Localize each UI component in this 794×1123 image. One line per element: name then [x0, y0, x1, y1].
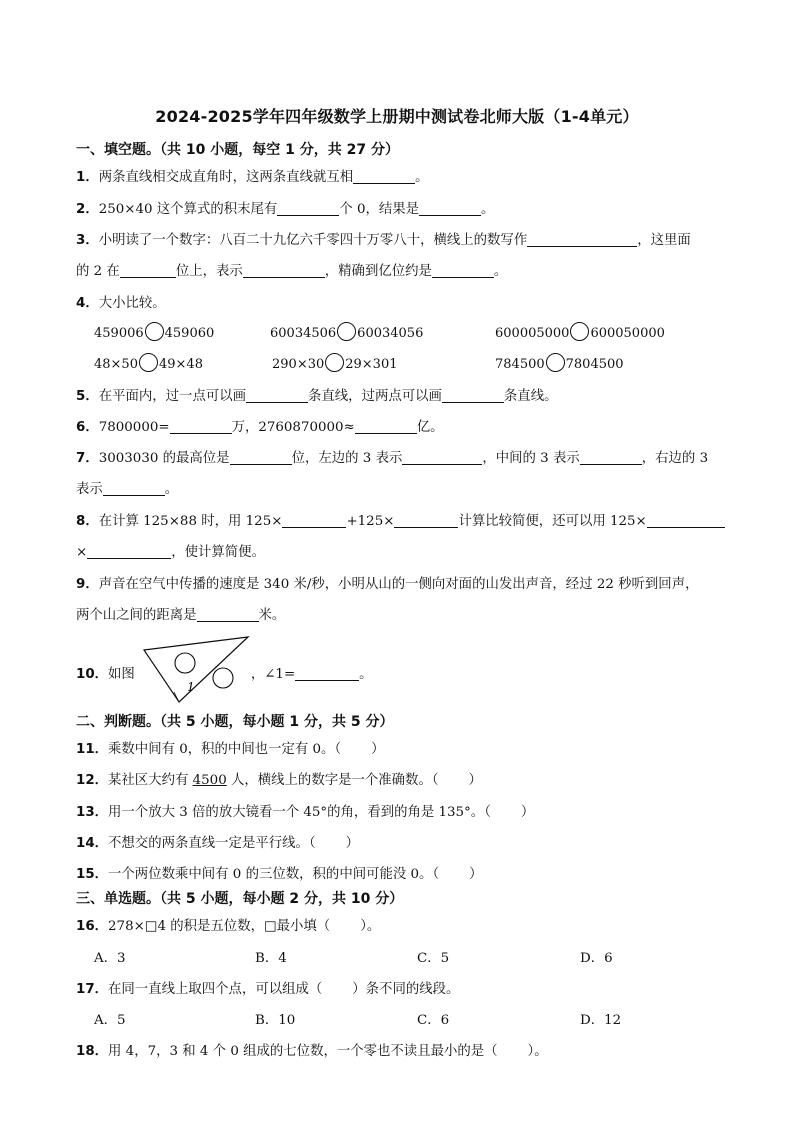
question-text: ） — [468, 773, 482, 788]
question-text: ，右边的 3 — [641, 451, 709, 466]
question-text: 。 — [415, 170, 429, 185]
question-text: 在同一直线上取四个点，可以组成（ — [108, 982, 323, 997]
question-number: 13． — [76, 805, 109, 820]
option-b[interactable]: B．10 — [255, 1013, 296, 1028]
option-d[interactable]: D．6 — [580, 951, 613, 966]
answer-blank[interactable] — [87, 544, 171, 559]
question-text: ） — [345, 836, 359, 851]
answer-blank[interactable] — [432, 263, 494, 278]
question-number: 8． — [76, 514, 99, 529]
question-13 — [76, 801, 534, 820]
question-8-cont — [76, 541, 265, 560]
answer-blank[interactable] — [527, 232, 637, 247]
question-5 — [76, 385, 557, 404]
question-text: 米。 — [258, 608, 286, 623]
question-8 — [76, 510, 725, 529]
question-11 — [76, 738, 385, 757]
question-text: 的 2 在 — [76, 264, 120, 279]
question-text: 乘数中间有 0，积的中间也一定有 0。（ — [108, 742, 342, 757]
answer-blank[interactable] — [120, 263, 176, 278]
option-c[interactable]: C．5 — [417, 951, 450, 966]
compare-item: 600005000 600050000 — [495, 322, 665, 341]
compare-circle[interactable] — [325, 353, 344, 372]
question-number: 6． — [76, 420, 99, 435]
question-text: ） — [469, 867, 483, 882]
question-text: 表示 — [76, 482, 103, 497]
compare-circle[interactable] — [546, 353, 565, 372]
compare-circle[interactable] — [337, 322, 356, 341]
question-7-cont — [76, 478, 178, 497]
question-number: 4． — [76, 296, 99, 311]
question-number: 3． — [76, 233, 99, 248]
question-4 — [76, 292, 166, 311]
question-text: 如图 — [108, 667, 135, 682]
question-text: 。 — [359, 667, 373, 682]
question-text: 一个两位数乘中间有 0 的三位数，积的中间可能没 0。（ — [108, 867, 440, 882]
question-text: 两个山之间的距离是 — [76, 608, 197, 623]
question-number: 5． — [76, 389, 99, 404]
option-d[interactable]: D．12 — [580, 1013, 622, 1028]
section-fill-in: 一、填空题。（共 10 小题，每空 1 分，共 27 分） — [76, 142, 399, 158]
question-number: 10． — [76, 667, 109, 682]
compare-item: 290×30 29×301 — [272, 353, 398, 372]
question-2 — [76, 198, 494, 217]
question-text: 。 — [481, 202, 495, 217]
question-text: 个 0，结果是 — [339, 202, 420, 217]
option-b[interactable]: B．4 — [255, 951, 287, 966]
answer-blank[interactable] — [243, 263, 325, 278]
question-text: 在计算 125×88 时，用 125× — [98, 514, 283, 529]
question-6 — [76, 416, 444, 435]
question-12 — [76, 769, 482, 788]
answer-blank[interactable] — [170, 419, 232, 434]
compare-item: 459006 459060 — [94, 322, 214, 341]
question-text: 条直线。 — [503, 389, 558, 404]
question-number: 17． — [76, 982, 109, 997]
question-1 — [76, 166, 429, 185]
question-text: ）。 — [527, 1044, 548, 1059]
question-text: 250×40 这个算式的积末尾有 — [98, 202, 278, 217]
answer-blank[interactable] — [277, 201, 339, 216]
question-9 — [76, 573, 698, 592]
question-text: 亿。 — [416, 420, 444, 435]
question-text: ，这里面 — [637, 233, 691, 248]
question-text: ） — [371, 742, 385, 757]
question-number: 1． — [76, 170, 99, 185]
question-text: 。 — [493, 264, 508, 279]
question-text: 用一个放大 3 倍的放大镜看一个 45°的角，看到的角是 135°。（ — [108, 805, 491, 820]
question-number: 16． — [76, 919, 109, 934]
question-text: 万，2760870000≈ — [231, 420, 355, 435]
answer-blank[interactable] — [282, 513, 346, 528]
question-text: ）。 — [360, 919, 381, 934]
answer-blank[interactable] — [394, 513, 458, 528]
question-18 — [76, 1040, 548, 1059]
compare-item: 60034506 60034056 — [270, 322, 423, 341]
question-text: 位上，表示 — [175, 264, 243, 279]
answer-blank[interactable] — [197, 607, 259, 622]
section-choice: 三、单选题。（共 5 小题，每小题 2 分，共 10 分） — [76, 891, 404, 907]
question-number: 18． — [76, 1044, 109, 1059]
question-number: 9． — [76, 577, 99, 592]
answer-blank[interactable] — [103, 481, 165, 496]
question-14 — [76, 832, 359, 851]
question-text: 声音在空气中传播的速度是 340 米/秒，小明从山的一侧向对面的山发出声音，经过 22 秒听到回声， — [98, 577, 699, 592]
question-15 — [76, 863, 483, 882]
compare-circle[interactable] — [145, 322, 164, 341]
question-text: 大小比较。 — [98, 296, 166, 311]
option-a[interactable]: A．5 — [94, 1013, 126, 1028]
answer-blank[interactable] — [419, 201, 481, 216]
underlined-number: 4500 — [192, 773, 227, 788]
compare-circle[interactable] — [139, 353, 158, 372]
question-3 — [76, 229, 691, 248]
compare-item: 48×50 49×48 — [94, 353, 203, 372]
question-number: 12． — [76, 773, 109, 788]
question-number: 11． — [76, 742, 109, 757]
question-text: 7800000= — [98, 420, 170, 435]
question-text: ）条不同的线段。 — [352, 982, 460, 997]
answer-blank[interactable] — [246, 388, 308, 403]
answer-blank[interactable] — [402, 450, 482, 465]
question-number: 14． — [76, 836, 109, 851]
question-3-cont — [76, 260, 507, 279]
triangle-figure — [138, 632, 254, 706]
compare-circle[interactable] — [570, 322, 589, 341]
compare-item: 784500 7804500 — [495, 353, 624, 372]
question-9-cont — [76, 604, 285, 623]
page-title: 2024-2025学年四年级数学上册期中测试卷北师大版（1-4单元） — [155, 107, 639, 126]
option-a[interactable]: A．3 — [94, 951, 126, 966]
question-number: 2． — [76, 202, 99, 217]
question-text: 人，横线上的数字是一个准确数。（ — [226, 773, 439, 788]
question-text: 在平面内，过一点可以画 — [98, 389, 247, 404]
question-text: 计算比较简便，还可以用 125× — [458, 514, 647, 529]
question-text: 3003030 的最高位是 — [98, 451, 230, 466]
question-7 — [76, 447, 708, 466]
question-text: 小明读了一个数字：八百二十九亿六千零四十万零八十，横线上的数写作 — [98, 233, 528, 248]
answer-blank[interactable] — [580, 450, 642, 465]
question-text: 278×□4 的积是五位数，□最小填（ — [108, 919, 331, 934]
question-text: 两条直线相交成直角时，这两条直线就互相 — [98, 170, 354, 185]
question-text: 条直线，过两点可以画 — [308, 389, 442, 404]
question-16 — [76, 915, 380, 934]
question-text: +125× — [346, 514, 395, 529]
answer-blank[interactable] — [355, 419, 417, 434]
question-text: 用 4，7，3 和 4 个 0 组成的七位数，一个零也不读且最小的是（ — [108, 1044, 498, 1059]
section-judge: 二、判断题。（共 5 小题，每小题 1 分，共 5 分） — [76, 714, 394, 730]
question-text: × — [76, 545, 88, 560]
answer-blank[interactable] — [353, 169, 415, 184]
answer-blank[interactable] — [647, 513, 725, 528]
question-text: 位，左边的 3 表示 — [291, 451, 403, 466]
angle-label: 1 — [187, 680, 195, 694]
question-text: ，中间的 3 表示 — [482, 451, 580, 466]
question-number: 7． — [76, 451, 99, 466]
answer-blank[interactable] — [295, 666, 359, 681]
question-text: 某社区大约有 — [108, 773, 193, 788]
question-17 — [76, 978, 459, 997]
question-text: 。 — [164, 482, 179, 497]
question-text: ，使计算简便。 — [171, 545, 265, 560]
question-text: 不想交的两条直线一定是平行线。（ — [108, 836, 316, 851]
question-text: ，精确到亿位约是 — [324, 264, 432, 279]
answer-blank[interactable] — [230, 450, 292, 465]
answer-blank[interactable] — [442, 388, 504, 403]
question-text: ） — [520, 805, 535, 820]
question-number: 15． — [76, 867, 109, 882]
question-text: ，∠1= — [250, 667, 296, 682]
option-c[interactable]: C．6 — [417, 1013, 450, 1028]
